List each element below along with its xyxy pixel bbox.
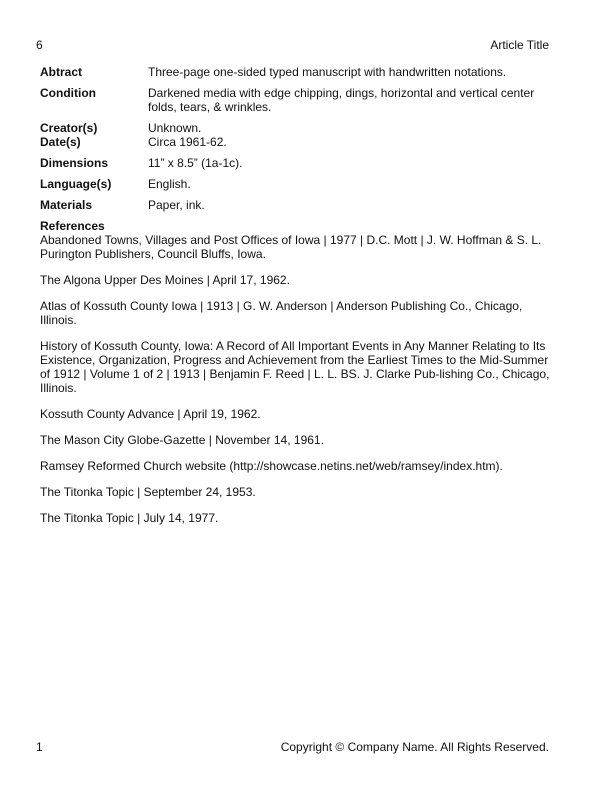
metadata-value: Darkened media with edge chipping, dings, horizontal and vertical center folds, tears, & wrinkles. [148,86,535,114]
reference-item: The Titonka Topic | July 14, 1977. [40,511,219,525]
metadata-row-creator [40,121,550,135]
references-list [40,233,550,525]
footer-copyright: Copyright © Company Name. All Rights Reserved. [280,740,549,754]
metadata-row-date [40,135,550,149]
metadata-label: Creator(s) [40,121,98,135]
metadata-label: Materials [40,198,93,212]
metadata-label: Language(s) [40,177,112,191]
page-header [36,38,549,54]
reference-item: Kossuth County Advance | April 19, 1962. [40,407,261,421]
metadata-value: Paper, ink. [148,198,205,212]
metadata-label: Condition [40,86,96,100]
references-heading: References [40,219,105,233]
reference-item: The Titonka Topic | September 24, 1953. [40,485,256,499]
metadata-value: 11” x 8.5” (1a-1c). [148,156,243,170]
metadata-label: Abtract [40,65,83,79]
header-article-title: Article Title [490,38,549,52]
document-body [40,65,550,525]
metadata-value: Three-page one-sided typed manuscript with handwritten notations. [148,65,507,79]
metadata-value: Circa 1961-62. [148,135,227,149]
page-footer [36,740,549,756]
reference-item: The Algona Upper Des Moines | April 17, 1962. [40,273,290,287]
reference-item: Abandoned Towns, Villages and Post Offices of Iowa | 1977 | D.C. Mott | J. W. Hoffman & S. L. Purington Publishers, Council Bluffs, Iowa. [40,233,542,261]
metadata-value: Unknown. [148,121,202,135]
reference-item: The Mason City Globe-Gazette | November 14, 1961. [40,433,324,447]
metadata-label: Dimensions [40,156,109,170]
footer-page-number: 1 [36,740,43,754]
metadata-row-condition [40,86,550,114]
metadata-row-language [40,177,550,191]
metadata-row-materials [40,198,550,212]
reference-item: History of Kossuth County, Iowa: A Record of All Important Events in Any Manner Relating to Its Existence, Organization, Progress and Achievement from the Earliest Times to the Mid-Summer of 1912 | Volume 1 of 2 | 1913 | Benjamin F. Reed | L. L. BS. J. Clarke Pub-lishing Co., Chicago, Illinois. [40,339,550,395]
header-page-number: 6 [36,38,43,52]
metadata-value: English. [148,177,191,191]
reference-item: Atlas of Kossuth County Iowa | 1913 | G. W. Anderson | Anderson Publishing Co., Chicago, Illinois. [40,299,523,327]
metadata-row-dimensions [40,156,550,170]
reference-item: Ramsey Reformed Church website (http://showcase.netins.net/web/ramsey/index.htm). [40,459,503,473]
metadata-label: Date(s) [40,135,81,149]
metadata-row-abstract [40,65,550,79]
